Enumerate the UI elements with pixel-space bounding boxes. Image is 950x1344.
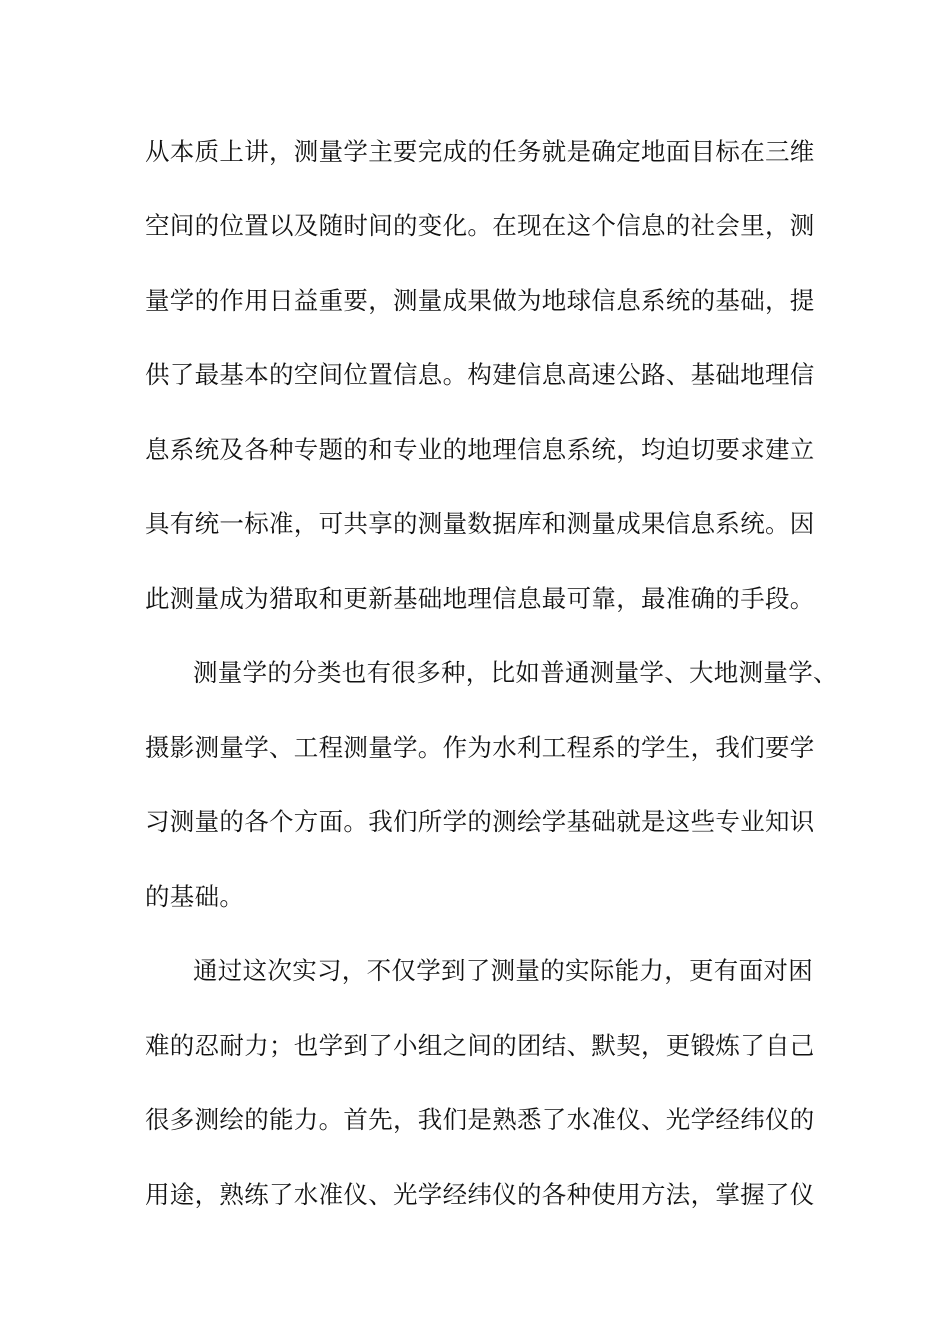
text-line: 用途，熟练了水准仪、光学经纬仪的各种使用方法，掌握了仪 — [145, 1180, 815, 1209]
text-line: 具有统一标准，可共享的测量数据库和测量成果信息系统。因 — [145, 509, 815, 538]
text-line: 难的忍耐力；也学到了小组之间的团结、默契，更锻炼了自己 — [145, 1031, 815, 1060]
text-line: 很多测绘的能力。首先，我们是熟悉了水准仪、光学经纬仪的 — [145, 1105, 815, 1134]
text-line: 的基础。 — [145, 882, 245, 911]
text-line: 从本质上讲，测量学主要完成的任务就是确定地面目标在三维 — [145, 137, 815, 166]
paragraph-first-line: 通过这次实习，不仅学到了测量的实际能力，更有面对困 — [193, 956, 813, 985]
text-line: 量学的作用日益重要，测量成果做为地球信息系统的基础，提 — [145, 286, 815, 315]
paragraph-first-line: 测量学的分类也有很多种，比如普通测量学、大地测量学、 — [193, 658, 838, 687]
text-line: 习测量的各个方面。我们所学的测绘学基础就是这些专业知识 — [145, 807, 815, 836]
text-line: 空间的位置以及随时间的变化。在现在这个信息的社会里，测 — [145, 211, 815, 240]
text-line: 此测量成为猎取和更新基础地理信息最可靠，最准确的手段。 — [145, 584, 815, 613]
text-line: 供了最基本的空间位置信息。构建信息高速公路、基础地理信 — [145, 360, 815, 389]
text-line: 息系统及各种专题的和专业的地理信息系统，均迫切要求建立 — [145, 435, 815, 464]
text-line: 摄影测量学、工程测量学。作为水利工程系的学生，我们要学 — [145, 733, 815, 762]
